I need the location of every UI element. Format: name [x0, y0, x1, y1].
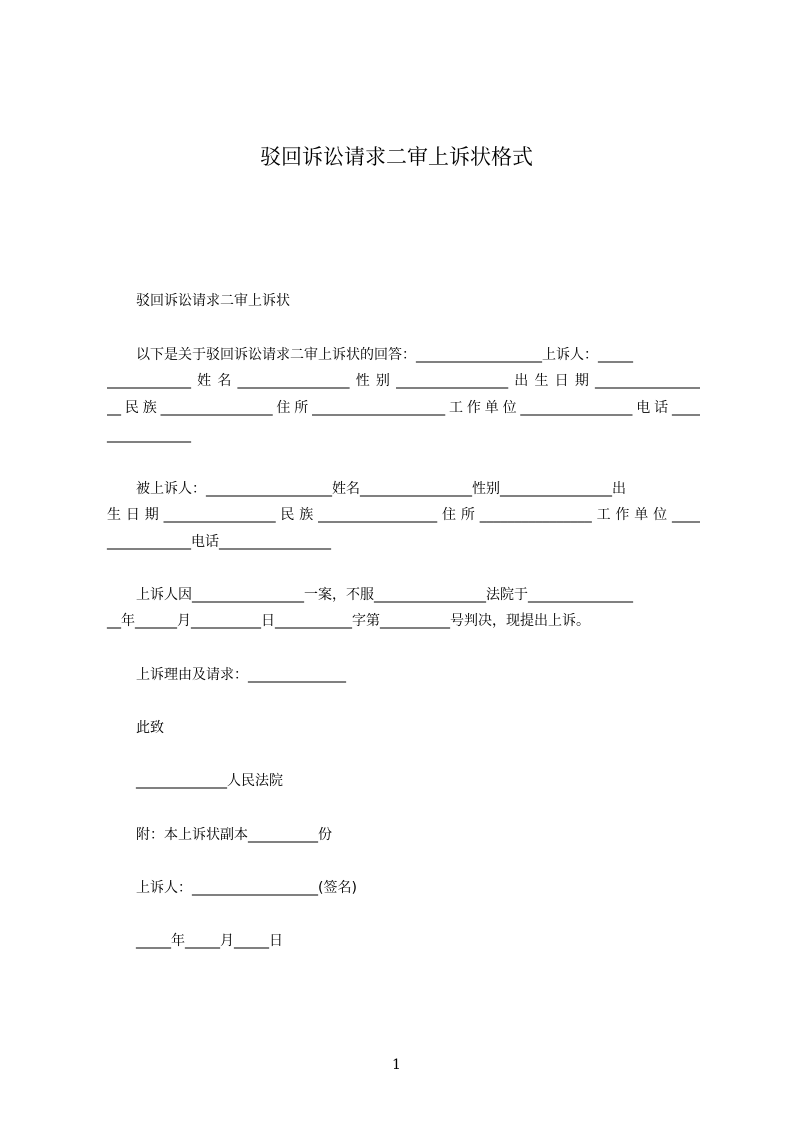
paragraph-2-line-1: 被上诉人：__________________姓名________________性别________________出	[136, 481, 626, 497]
paragraph-1-line-3: __民族________________住所___________________工作单位________________电话____	[107, 400, 700, 416]
attachment-line: 附：本上诉状副本__________份	[136, 827, 332, 843]
signature-line: 上诉人：__________________(签名)	[136, 880, 357, 896]
document-subtitle: 驳回诉讼请求二审上诉状	[136, 293, 290, 309]
salutation-line: 此致	[136, 720, 164, 736]
paragraph-1-line-2: ____________姓名________________性别________________出生日期_______________	[107, 373, 700, 389]
document-title: 驳回诉讼请求二审上诉状格式	[260, 145, 533, 169]
paragraph-1-line-1: 以下是关于驳回诉讼请求二审上诉状的回答：__________________上诉人：_____	[136, 347, 633, 363]
paragraph-2-line-3: ____________电话________________	[107, 534, 331, 550]
page-number: 1	[392, 1057, 401, 1073]
court-line: _____________人民法院	[136, 773, 283, 789]
paragraph-1-line-4: ____________	[107, 427, 191, 443]
paragraph-3-line-2: __年______月__________日___________字第__________号判决，现提出上诉。	[107, 613, 590, 629]
paragraph-3-line-1: 上诉人因________________一案，不服________________法院于_______________	[136, 587, 633, 603]
date-line: _____年_____月_____日	[136, 933, 283, 949]
appeal-reason-line: 上诉理由及请求：______________	[136, 667, 346, 683]
paragraph-2-line-2: 生日期________________民族_________________住所________________工作单位____	[107, 507, 700, 523]
